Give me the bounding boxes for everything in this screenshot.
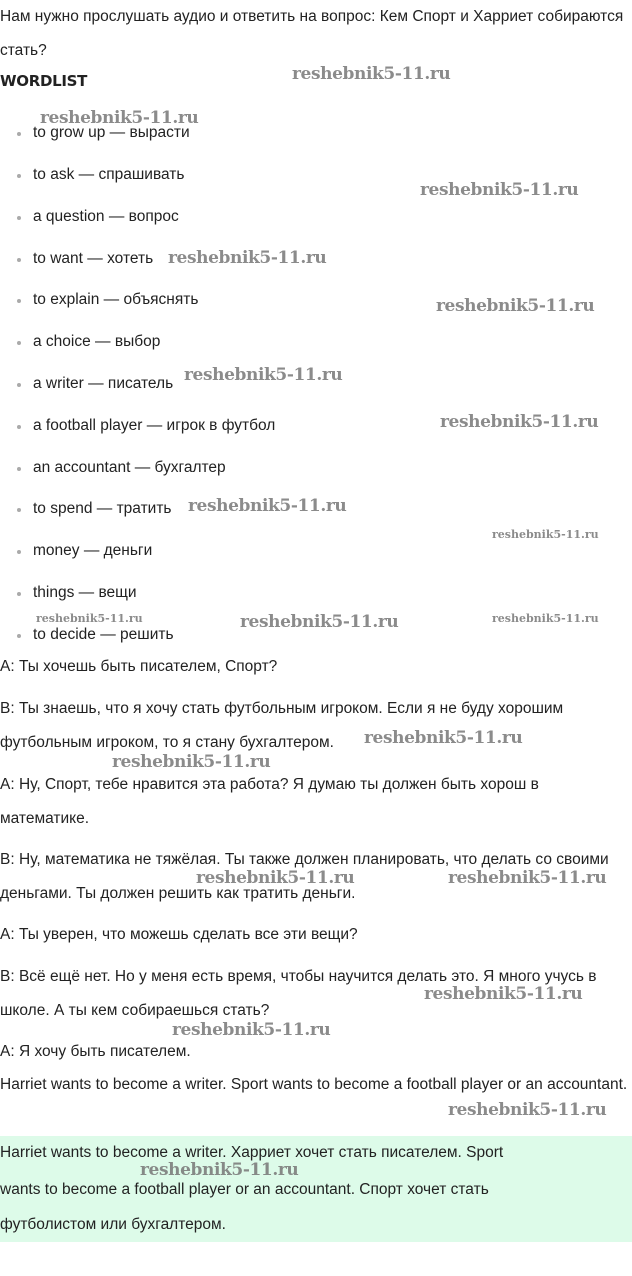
answer-line: Harriet wants to become a writer. Харриет хочет стать писателем. Sport (0, 1144, 504, 1161)
watermark: reshebnik5-11.ru (184, 365, 343, 385)
task-question: Нам нужно прослушать аудио и ответить на вопрос: Кем Спорт и Харриет собираются стать? (0, 8, 624, 59)
list-item: things — вещи (33, 584, 137, 601)
watermark: reshebnik5-11.ru (448, 1100, 607, 1120)
list-item: to explain — объяснять (33, 291, 199, 308)
watermark: reshebnik5-11.ru (492, 612, 599, 625)
dialogue-line: А: Я хочу быть писателем. (0, 1043, 191, 1060)
watermark: reshebnik5-11.ru (188, 496, 347, 516)
watermark: reshebnik5-11.ru (420, 180, 579, 200)
list-item: to decide — решить (33, 626, 174, 643)
watermark: reshebnik5-11.ru (364, 728, 523, 748)
answer-line: wants to become a football player or an accountant. Спорт хочет стать (0, 1181, 489, 1198)
watermark: reshebnik5-11.ru (240, 612, 399, 632)
dialogue-line: В: Ну, математика не тяжёлая. Ты также должен планировать, что делать со своими деньгами. Ты должен решить как тратить деньги. (0, 851, 609, 902)
dialogue-line: А: Ты уверен, что можешь сделать все эти вещи? (0, 926, 358, 943)
watermark: reshebnik5-11.ru (424, 984, 583, 1004)
dialogue-line: В: Ты знаешь, что я хочу стать футбольным игроком. Если я не буду хорошим футбольным игроком, то я стану бухгалтером. (0, 700, 564, 751)
watermark: reshebnik5-11.ru (112, 752, 271, 772)
watermark: reshebnik5-11.ru (36, 612, 143, 625)
list-item: a choice — выбор (33, 333, 161, 350)
wordlist-heading: WORDLIST (0, 72, 88, 90)
watermark: reshebnik5-11.ru (436, 296, 595, 316)
list-item: to grow up — вырасти (33, 124, 190, 141)
answer-box (0, 1136, 632, 1242)
watermark: reshebnik5-11.ru (140, 1160, 299, 1180)
summary-text: Harriet wants to become a writer. Sport wants to become a football player or an accountant. (0, 1076, 628, 1093)
dialogue-line: В: Всё ещё нет. Но у меня есть время, чтобы научится делать это. Я много учусь в школе. А ты кем собираешься стать? (0, 968, 597, 1019)
dialogue-line: А: Ты хочешь быть писателем, Спорт? (0, 658, 278, 675)
watermark: reshebnik5-11.ru (292, 64, 451, 84)
list-item: a writer — писатель (33, 375, 174, 392)
watermark: reshebnik5-11.ru (492, 528, 599, 541)
watermark: reshebnik5-11.ru (196, 868, 355, 888)
list-item: an accountant — бухгалтер (33, 459, 226, 476)
watermark: reshebnik5-11.ru (172, 1020, 331, 1040)
list-item: to want — хотеть (33, 250, 154, 267)
list-item: money — деньги (33, 542, 153, 559)
answer-line: футболистом или бухгалтером. (0, 1216, 226, 1233)
list-item: to ask — спрашивать (33, 166, 185, 183)
dialogue-line: А: Ну, Спорт, тебе нравится эта работа? Я думаю ты должен быть хорош в математике. (0, 776, 539, 827)
watermark: reshebnik5-11.ru (40, 108, 199, 128)
list-item: a question — вопрос (33, 208, 179, 225)
list-item: to spend — тратить (33, 500, 172, 517)
list-item: a football player — игрок в футбол (33, 417, 276, 434)
watermark: reshebnik5-11.ru (168, 248, 327, 268)
watermark: reshebnik5-11.ru (440, 412, 599, 432)
watermark: reshebnik5-11.ru (448, 868, 607, 888)
